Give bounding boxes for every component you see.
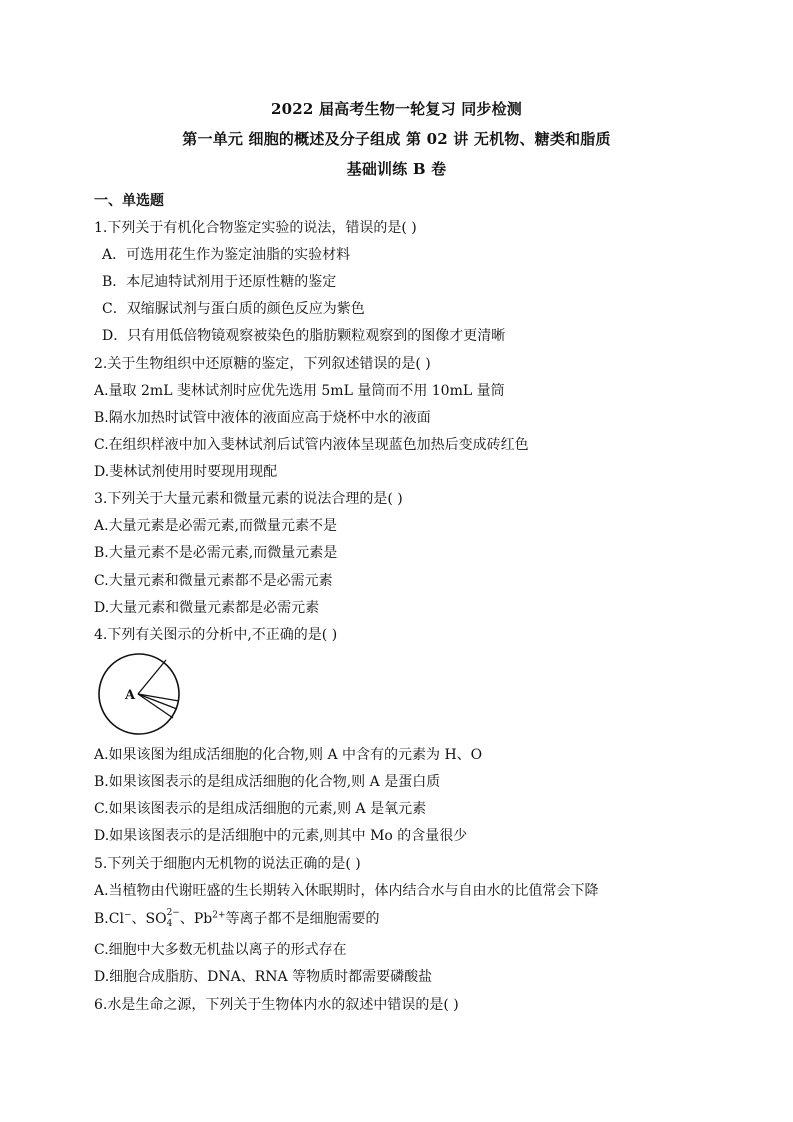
pie-sector-line-1 (138, 660, 166, 694)
document-subtitle: 第一单元 细胞的概述及分子组成 第 02 讲 无机物、糖类和脂质 (182, 130, 611, 148)
question-4-option-b: B.如果该图表示的是组成活细胞的化合物,则 A 是蛋白质 (94, 774, 441, 790)
question-1-option-b: B．本尼迪特试剂用于还原性糖的鉴定 (102, 274, 337, 290)
question-1-option-d: D．只有用低倍物镜观察被染色的脂肪颗粒观察到的图像才更清晰 (102, 328, 506, 344)
sulfate-charge: 2− (166, 908, 180, 919)
question-3-option-c: C.大量元素和微量元素都不是必需元素 (94, 573, 333, 589)
question-3-stem: 3.下列关于大量元素和微量元素的说法合理的是( ) (94, 491, 403, 507)
lead-charge: 2+ (212, 910, 226, 921)
question-2-option-c: C.在组织样液中加入斐林试剂后试管内液体呈现蓝色加热后变成砖红色 (94, 437, 529, 453)
document-title: 2022 届高考生物一轮复习 同步检测 (271, 100, 522, 118)
question-4-stem: 4.下列有关图示的分析中,不正确的是( ) (94, 627, 338, 643)
option-b-suffix: 等离子都不是细胞需要的 (225, 911, 380, 927)
question-1-stem: 1.下列关于有机化合物鉴定实验的说法，错误的是( ) (94, 220, 417, 236)
question-4-option-d: D.如果该图表示的是活细胞中的元素,则其中 Mo 的含量很少 (94, 828, 468, 844)
option-b-sulfate: 、SO (131, 911, 167, 927)
question-3-option-a: A.大量元素是必需元素,而微量元素不是 (94, 518, 338, 534)
pie-diagram-figure (95, 651, 185, 737)
option-b-prefix: B.Cl (94, 911, 124, 927)
pie-sector-label: A (125, 688, 136, 703)
document-volume-title: 基础训练 B 卷 (346, 160, 447, 178)
question-1-option-a: A．可选用花生作为鉴定油脂的实验材料 (102, 247, 351, 263)
question-4-option-c: C.如果该图表示的是组成活细胞的元素,则 A 是氧元素 (94, 801, 427, 817)
question-2-option-a: A.量取 2mL 斐林试剂时应优先选用 5mL 量筒而不用 10mL 量筒 (94, 383, 505, 399)
question-5-stem: 5.下列关于细胞内无机物的说法正确的是( ) (94, 856, 361, 872)
question-6-stem: 6.水是生命之源，下列关于生物体内水的叙述中错误的是( ) (94, 997, 459, 1013)
question-4-option-a: A.如果该图为组成活细胞的化合物,则 A 中含有的元素为 H、O (94, 747, 483, 763)
question-3-option-b: B.大量元素不是必需元素,而微量元素是 (94, 545, 338, 561)
question-1-option-c: C．双缩脲试剂与蛋白质的颜色反应为紫色 (102, 301, 365, 317)
question-2-option-d: D.斐林试剂使用时要现用现配 (94, 464, 278, 480)
question-3-option-d: D.大量元素和微量元素都是必需元素 (94, 600, 320, 616)
option-b-lead: 、Pb (179, 911, 213, 927)
question-5-option-d: D.细胞合成脂肪、DNA、RNA 等物质时都需要磷酸盐 (94, 969, 433, 985)
sulfate-subscript: 4 (166, 919, 173, 930)
question-2-option-b: B.隔水加热时试管中液体的液面应高于烧杯中水的液面 (94, 410, 431, 426)
sulfate-scripts (166, 908, 180, 930)
question-5-option-b (94, 908, 380, 928)
section-heading: 一、单选题 (94, 193, 164, 209)
question-5-option-a: A.当植物由代谢旺盛的生长期转入休眠期时，体内结合水与自由水的比值常会下降 (94, 883, 599, 899)
question-2-stem: 2.关于生物组织中还原糖的鉴定，下列叙述错误的是( ) (94, 356, 431, 372)
question-5-option-c: C.细胞中大多数无机盐以离子的形式存在 (94, 942, 347, 958)
chloride-charge: − (123, 910, 132, 921)
